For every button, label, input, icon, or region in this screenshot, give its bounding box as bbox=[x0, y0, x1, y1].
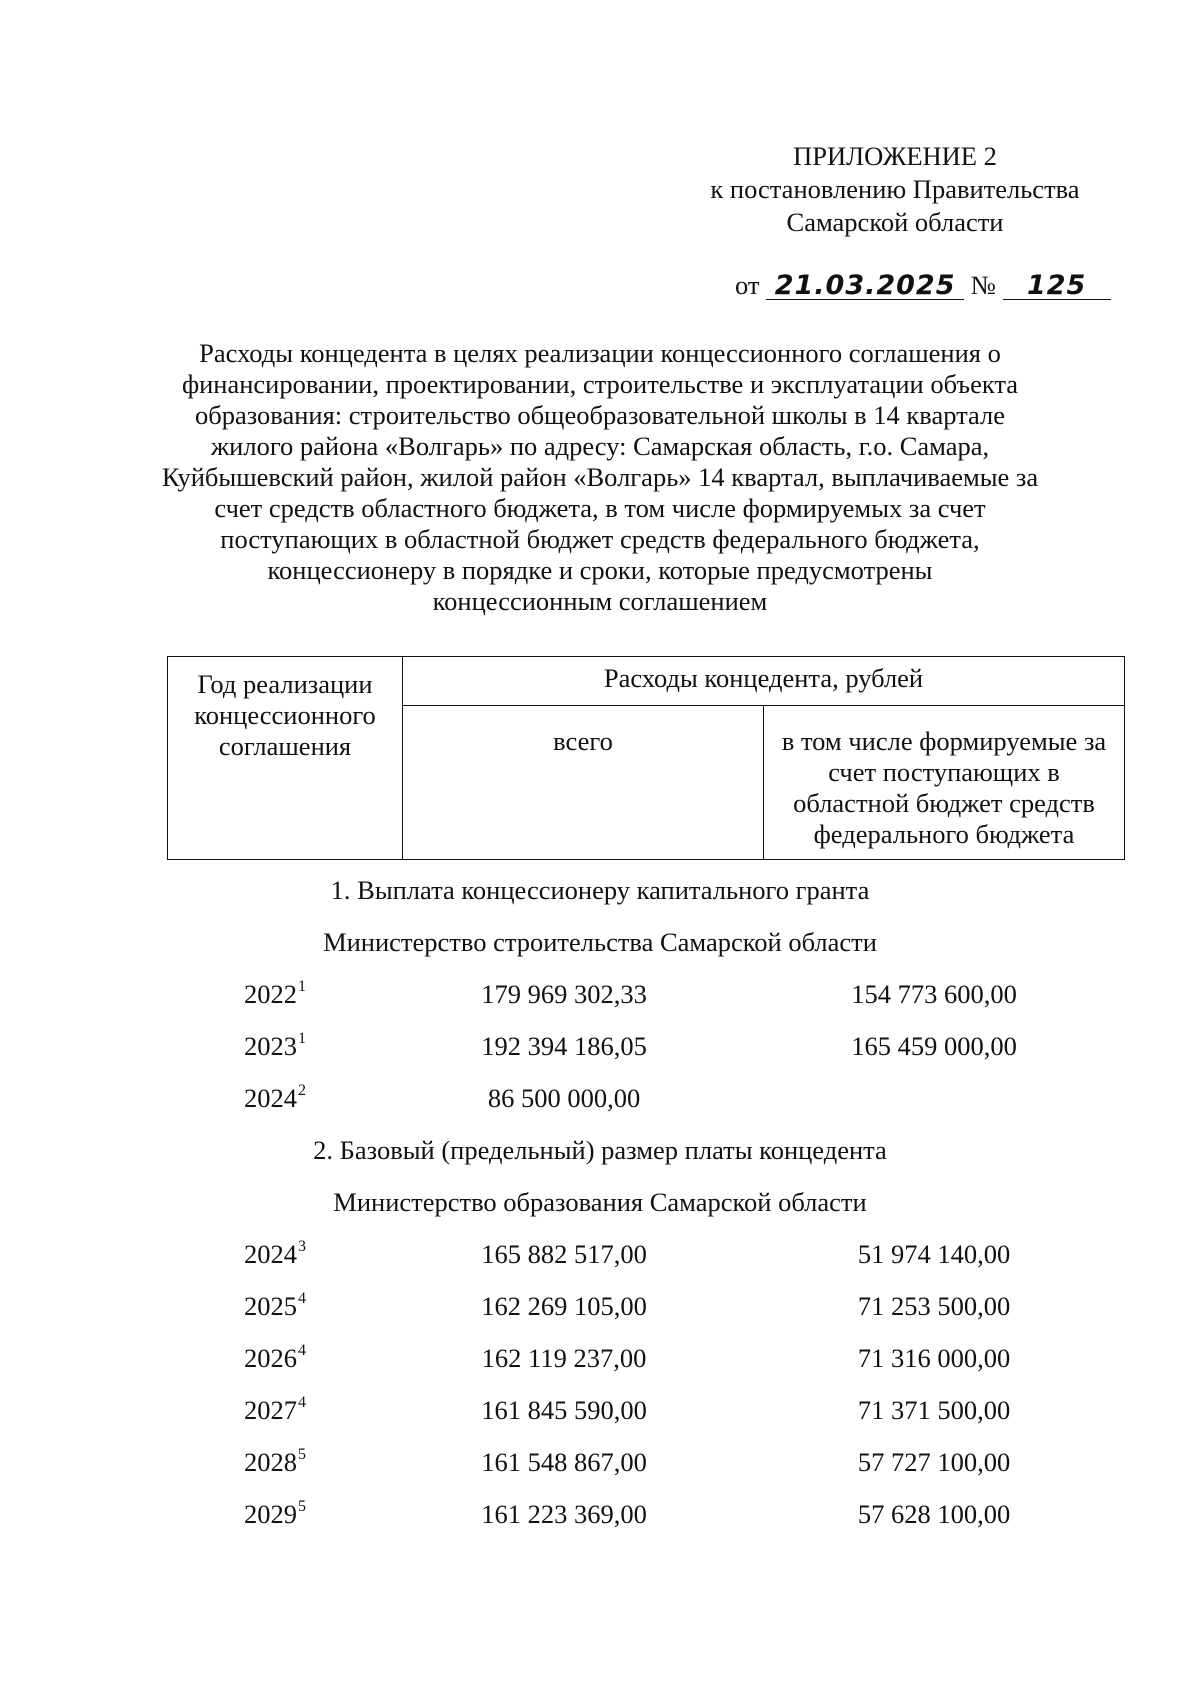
row-year: 2025$^4$ bbox=[244, 1290, 306, 1321]
title-line: финансировании, проектировании, строительстве и эксплуатации объекта bbox=[181, 369, 1019, 399]
table-row bbox=[0, 1291, 1200, 1325]
table-row bbox=[0, 1447, 1200, 1481]
year-header-line: концессионного bbox=[194, 700, 376, 730]
row-total: 179 969 302,33 bbox=[481, 979, 647, 1009]
federal-header-line: счет поступающих в bbox=[828, 757, 1060, 787]
footnote-marker: 2 bbox=[298, 1082, 306, 1100]
row-total: 161 223 369,00 bbox=[481, 1499, 647, 1529]
table-row bbox=[0, 1343, 1200, 1377]
title-line: счет средств областного бюджета, в том числе формируемых за счет bbox=[214, 493, 986, 523]
section-title: 1. Выплата концессионеру капитального гранта bbox=[330, 875, 870, 905]
document-title bbox=[120, 338, 1080, 617]
expenses-table-header bbox=[167, 656, 1125, 860]
title-line: жилого района «Волгарь» по адресу: Самарская область, г.о. Самара, bbox=[210, 431, 990, 461]
footnote-marker: 4 bbox=[298, 1342, 306, 1360]
handwritten-date: 21.03.2025 bbox=[766, 273, 964, 300]
table-row bbox=[0, 1083, 1200, 1117]
title-line: Куйбышевский район, жилой район «Волгарь» 14 квартал, выплачиваемые за bbox=[161, 462, 1039, 492]
row-year: 2027$^4$ bbox=[244, 1394, 306, 1425]
footnote-marker: 5 bbox=[298, 1446, 306, 1464]
row-federal: 165 459 000,00 bbox=[851, 1031, 1017, 1061]
footnote-marker: 4 bbox=[298, 1290, 306, 1308]
federal-header-line: федерального бюджета bbox=[813, 819, 1075, 849]
total-column-header: всего bbox=[403, 706, 764, 860]
row-total: 162 119 237,00 bbox=[481, 1343, 647, 1373]
row-federal: 57 727 100,00 bbox=[857, 1447, 1011, 1477]
title-line: Расходы концедента в целях реализации концессионного соглашения о bbox=[199, 338, 1001, 368]
appendix-region: Самарской области bbox=[786, 207, 1004, 237]
row-total: 86 500 000,00 bbox=[487, 1083, 641, 1113]
row-federal: 71 316 000,00 bbox=[857, 1343, 1011, 1373]
year-header-line: соглашения bbox=[218, 731, 352, 761]
table-row bbox=[0, 1031, 1200, 1065]
appendix-subtitle: к постановлению Правительства bbox=[710, 174, 1080, 204]
handwritten-number: 125 bbox=[1003, 273, 1111, 300]
year-header-line: Год реализации bbox=[197, 669, 373, 699]
footnote-marker: 1 bbox=[298, 1030, 306, 1048]
title-line: концессионным соглашением bbox=[432, 586, 768, 616]
row-federal: 71 371 500,00 bbox=[857, 1395, 1011, 1425]
table-row bbox=[0, 979, 1200, 1013]
expenses-header: Расходы концедента, рублей bbox=[403, 657, 1125, 706]
row-total: 192 394 186,05 bbox=[481, 1031, 647, 1061]
appendix-header bbox=[690, 140, 1100, 239]
row-year: 2023$^1$ bbox=[244, 1030, 306, 1061]
row-year: 2029$^5$ bbox=[244, 1498, 306, 1529]
row-total: 162 269 105,00 bbox=[481, 1291, 647, 1321]
title-line: поступающих в областной бюджет средств федерального бюджета, bbox=[220, 524, 980, 554]
row-year: 2024$^2$ bbox=[244, 1082, 306, 1113]
table-row bbox=[0, 1499, 1200, 1533]
row-federal: 51 974 140,00 bbox=[857, 1239, 1011, 1269]
footnote-marker: 5 bbox=[298, 1498, 306, 1516]
title-line: концессионеру в порядке и сроки, которые предусмотрены bbox=[267, 555, 933, 585]
appendix-title: ПРИЛОЖЕНИЕ 2 bbox=[793, 141, 997, 171]
row-year: 2026$^4$ bbox=[244, 1342, 306, 1373]
from-label: от bbox=[735, 270, 760, 300]
federal-header-line: областной бюджет средств bbox=[793, 788, 1095, 818]
footnote-marker: 3 bbox=[298, 1238, 306, 1256]
resolution-line bbox=[735, 268, 1111, 302]
section-title: 2. Базовый (предельный) размер платы концедента bbox=[313, 1135, 887, 1165]
number-label: № bbox=[970, 270, 997, 300]
federal-column-header bbox=[764, 706, 1125, 860]
row-year: 2022$^1$ bbox=[244, 978, 306, 1009]
section-ministry: Министерство образования Самарской области bbox=[333, 1187, 867, 1217]
section-ministry: Министерство строительства Самарской области bbox=[323, 927, 877, 957]
table-row bbox=[0, 1239, 1200, 1273]
table-row bbox=[0, 1395, 1200, 1429]
row-year: 2028$^5$ bbox=[244, 1446, 306, 1477]
row-total: 161 548 867,00 bbox=[481, 1447, 647, 1477]
row-federal: 71 253 500,00 bbox=[857, 1291, 1011, 1321]
row-federal: 57 628 100,00 bbox=[857, 1499, 1011, 1529]
title-line: образования: строительство общеобразовательной школы в 14 квартале bbox=[195, 400, 1005, 430]
footnote-marker: 4 bbox=[298, 1394, 306, 1412]
row-total: 165 882 517,00 bbox=[481, 1239, 647, 1269]
row-total: 161 845 590,00 bbox=[481, 1395, 647, 1425]
year-column-header bbox=[168, 657, 403, 860]
footnote-marker: 1 bbox=[298, 978, 306, 996]
row-year: 2024$^3$ bbox=[244, 1238, 306, 1269]
row-federal: 154 773 600,00 bbox=[851, 979, 1017, 1009]
federal-header-line: в том числе формируемые за bbox=[781, 726, 1107, 756]
